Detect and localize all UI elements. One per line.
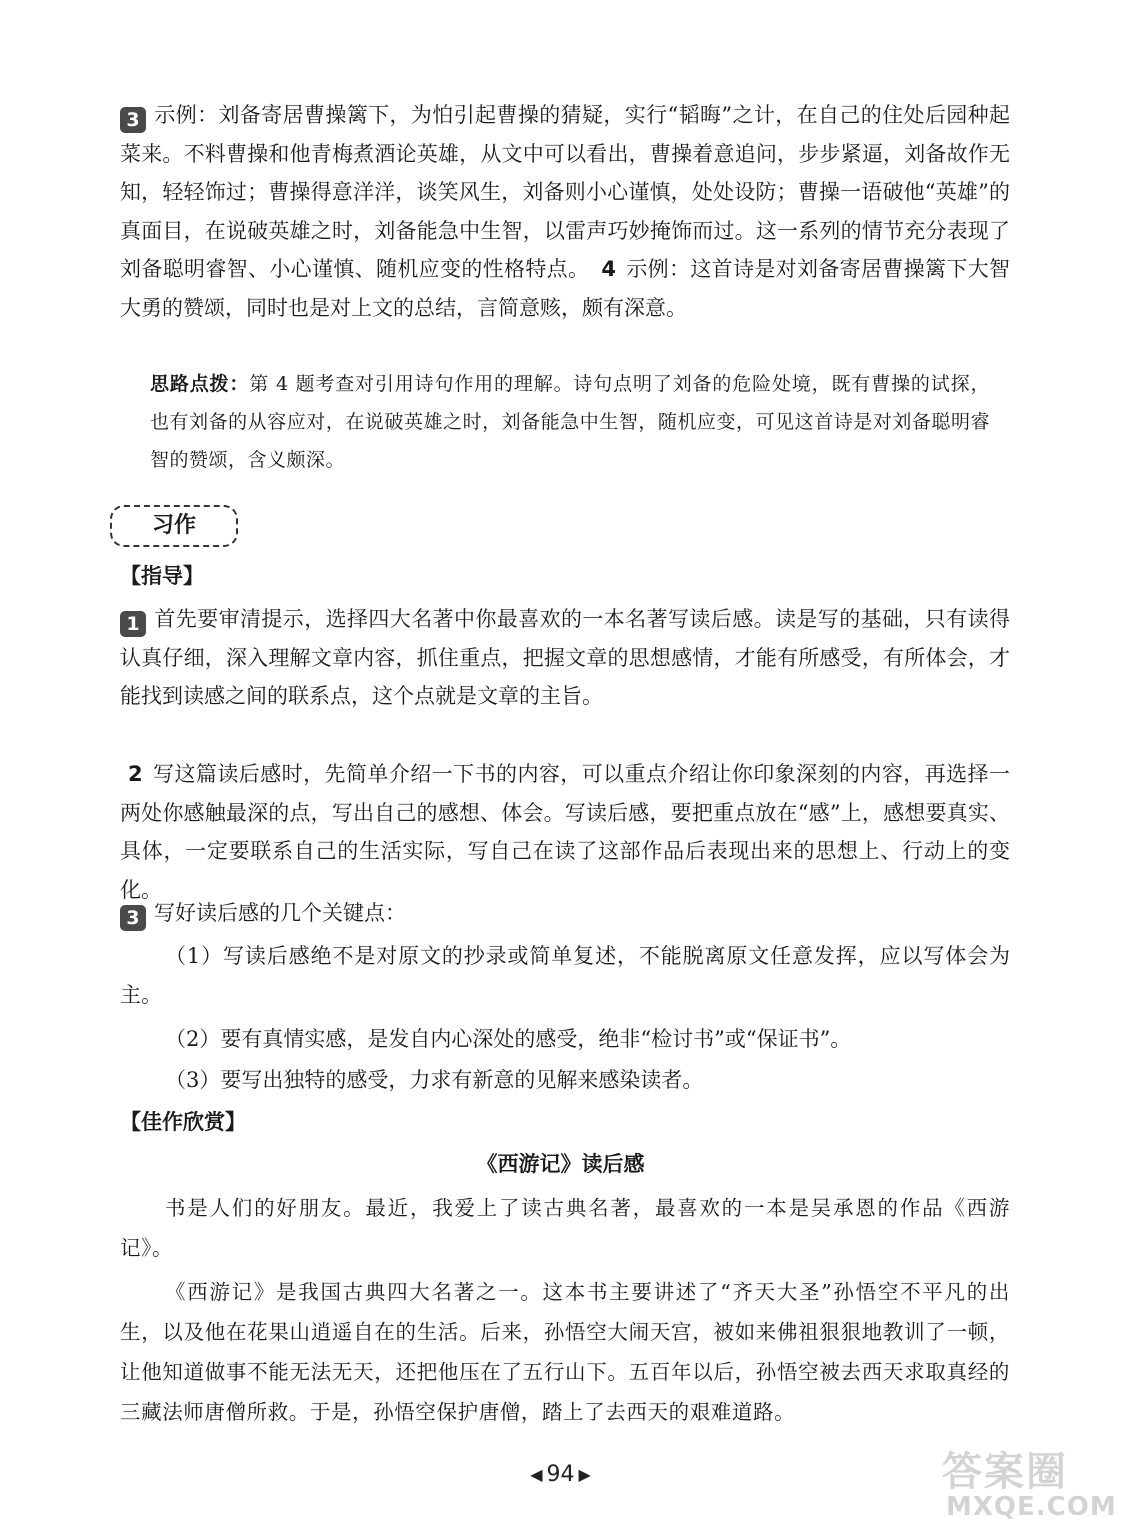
left-arrow-icon: ◀ (530, 1465, 543, 1484)
essay-paragraph-1: 书是人们的好朋友。最近，我爱上了读古典名著，最喜欢的一本是吴承恩的作品《西游记》。 (120, 1196, 1010, 1260)
essay-title: 《西游记》读后感 (476, 1152, 645, 1176)
watermark-logo (936, 1440, 1117, 1528)
answer-q3-text: 示例：刘备寄居曹操篱下，为怕引起曹操的猜疑，实行“韬晦”之计，在自己的住处后园种起菜来。不料曹操和他青梅煮酒论英雄，从文中可以看出，曹操着意追问，步步紧逼，刘备故作无知，轻轻饰过；曹操得意洋洋，谈笑风生，刘备则小心谨慎，处处设防；曹操一语破他“英雄”的真面目，在说破英雄之时，刘备能急中生智，以雷声巧妙掩饰而过。这一系列的情节充分表现了刘备聪明睿智、小心谨慎、随机应变的性格特点。 (120, 103, 1010, 281)
guide-item-2 (120, 755, 1010, 909)
number-badge-3: 3 (120, 107, 146, 133)
watermark-bottom-text: MXQE.COM (946, 1492, 1117, 1522)
hint-text: 第 4 题考查对引用诗句作用的理解。诗句点明了刘备的危险处境，既有曹操的试探，也有刘备的从容应对，在说破英雄之时，刘备能急中生智，随机应变，可见这首诗是对刘备聪明睿智的赞颂，含义颇深。 (150, 373, 990, 471)
guide-heading: 【指导】 (120, 564, 204, 588)
guide-item-2-number: 2 (128, 762, 143, 786)
showcase-heading: 【佳作欣赏】 (120, 1110, 246, 1134)
guide-item-3 (120, 894, 1010, 933)
number-badge-3b: 3 (120, 905, 146, 931)
question-number-4: 4 (601, 257, 616, 281)
essay-paragraph-2: 《西游记》是我国古典四大名著之一。这本书主要讲述了“齐天大圣”孙悟空不平凡的出生，以及他在花果山逍遥自在的生活。后来，孙悟空大闹天宫，被如来佛祖狠狠地教训了一顿，让他知道做事不能无法无天，还把他压在了五行山下。五百年以后，孙悟空被去西天求取真经的三藏法师唐僧所救。于是，孙悟空保护唐僧，踏上了去西天的艰难道路。 (120, 1280, 1010, 1424)
guide-point-2: （2）要有真情实感，是发自内心深处的感受，绝非“检讨书”或“保证书”。 (165, 1027, 852, 1051)
answer-q3-q4 (120, 96, 1010, 327)
guide-item-2-text: 写这篇读后感时，先简单介绍一下书的内容，可以重点介绍让你印象深刻的内容，再选择一两处你感触最深的点，写出自己的感想、体会。写读后感，要把重点放在“感”上，感想要真实、具体，一定要联系自己的生活实际，写自己在读了这部作品后表现出来的思想上、行动上的变化。 (120, 762, 1010, 902)
guide-item-1 (120, 600, 1010, 716)
section-tab-writing: 习作 (110, 505, 238, 547)
watermark-top-text: 答案圈 (942, 1449, 1068, 1495)
right-arrow-icon: ▶ (578, 1465, 591, 1484)
guide-point-3: （3）要写出独特的感受，力求有新意的见解来感染读者。 (165, 1068, 704, 1092)
hint-block (150, 365, 990, 479)
answer-q4-text: 示例：这首诗是对刘备寄居曹操篱下大智大勇的赞颂，同时也是对上文的总结，言简意赅，颇有深意。 (120, 257, 1011, 320)
page-number: 94 (546, 1462, 575, 1487)
guide-item-1-text: 首先要审清提示，选择四大名著中你最喜欢的一本名著写读后感。读是写的基础，只有读得认真仔细，深入理解文章内容，抓住重点，把握文章的思想感情，才能有所感受，有所体会，才能找到读感之间的联系点，这个点就是文章的主旨。 (120, 607, 1010, 708)
guide-item-3-text: 写好读后感的几个关键点： (154, 901, 406, 925)
number-badge-1: 1 (120, 611, 146, 637)
hint-label: 思路点拨： (150, 373, 250, 395)
guide-point-1: （1）写读后感绝不是对原文的抄录或简单复述，不能脱离原文任意发挥，应以写体会为主。 (120, 944, 1010, 1007)
